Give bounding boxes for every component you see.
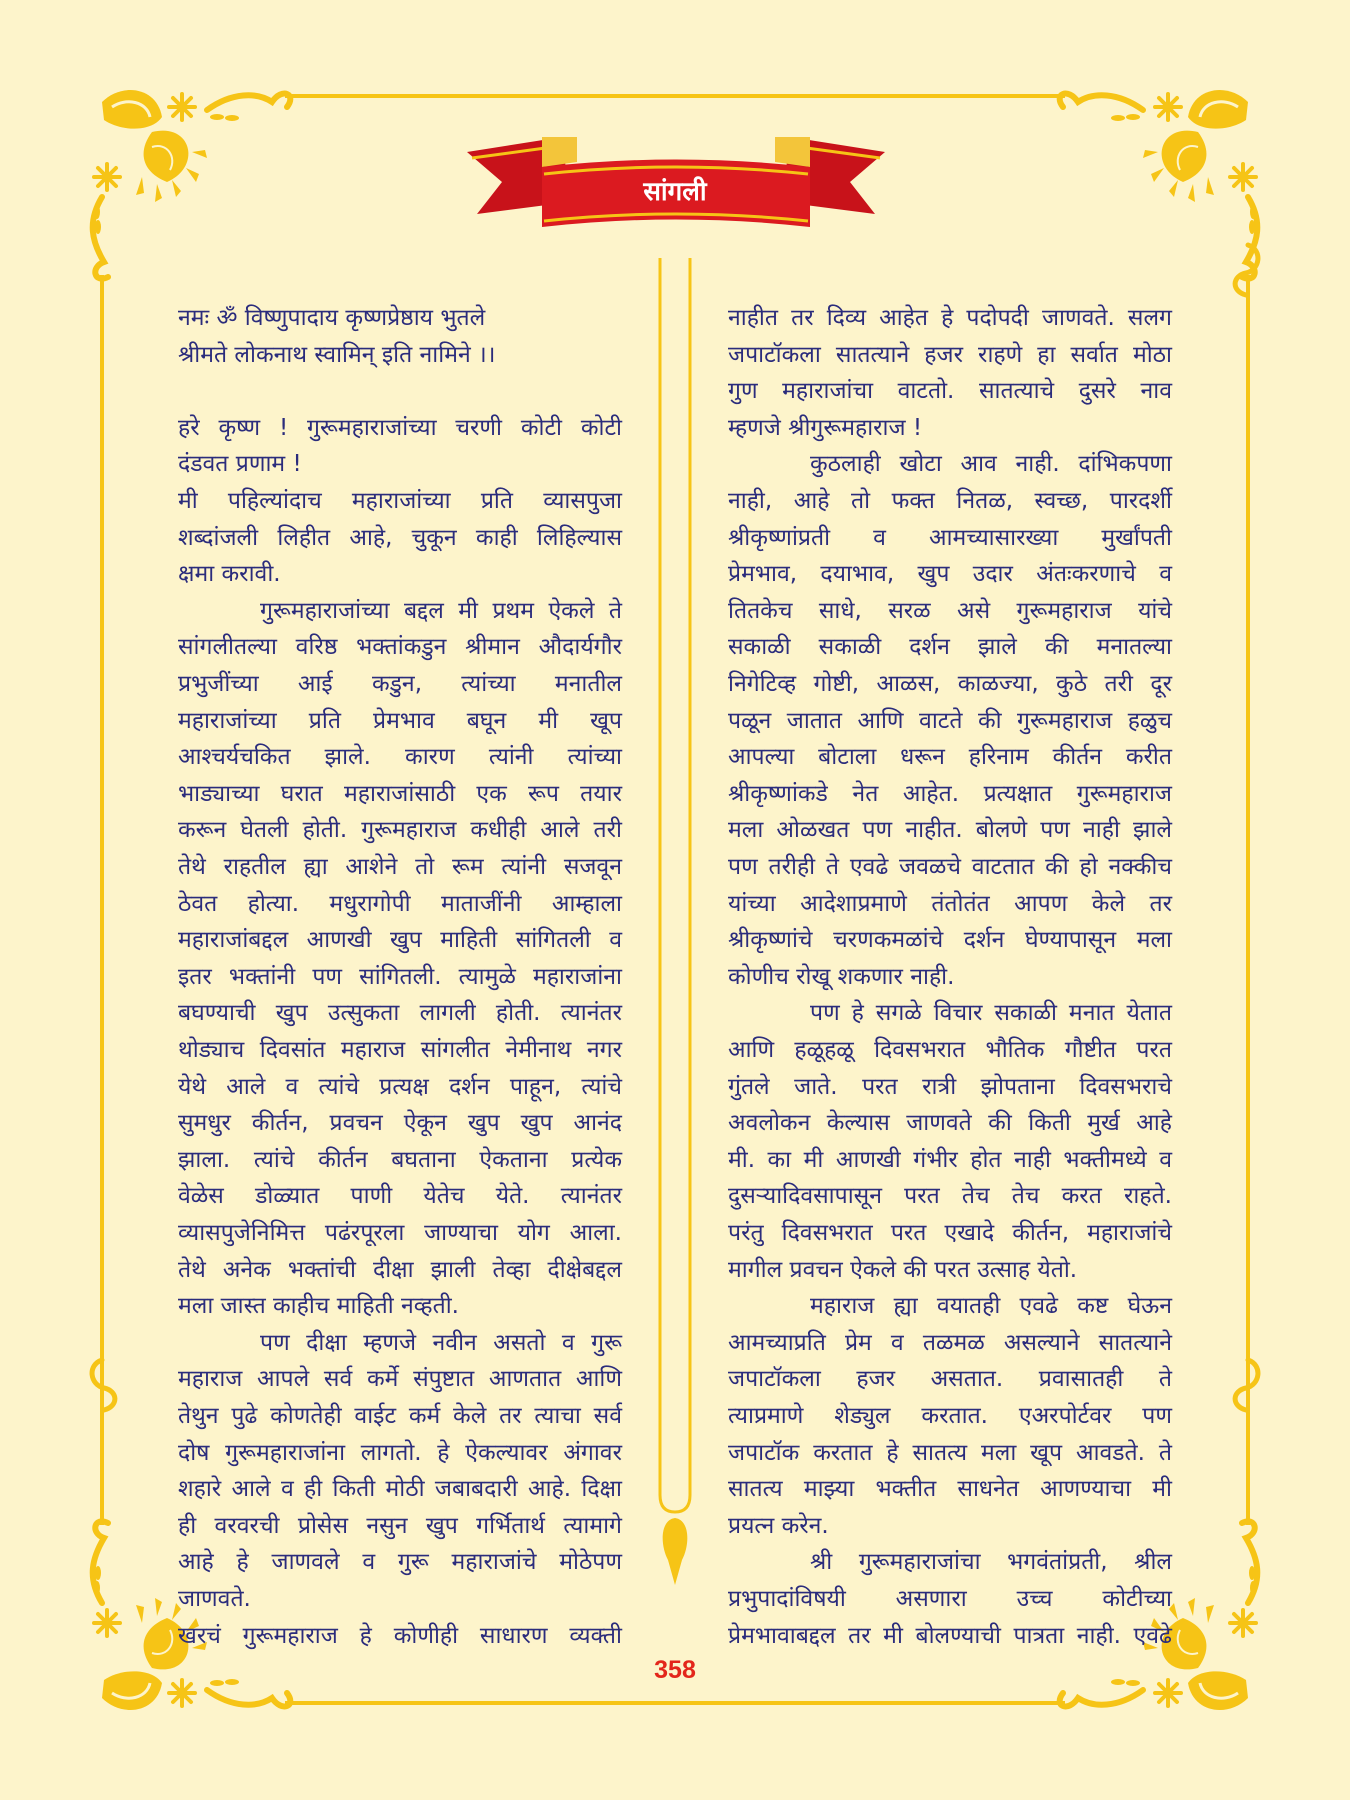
text-line: आपल्या बोटाला धरून हरिनाम कीर्तन करीत [728, 744, 1172, 771]
text-line: येथे आले व त्यांचे प्रत्यक्ष दर्शन पाहून, त्यांचे [178, 1073, 622, 1100]
text-line: श्रीकृष्णांकडे नेत आहेत. प्रत्यक्षात गुरूमहाराज [728, 780, 1172, 807]
text-line: त्याप्रमाणे शेड्युल करतात. एअरपोर्टवर पण [728, 1403, 1172, 1429]
text-line: आमच्याप्रति प्रेम व तळमळ असल्याने सातत्याने [728, 1329, 1172, 1356]
text-line: श्रीमते लोकनाथ स्वामिन् इति नामिने ।। [178, 341, 496, 368]
text-line: मला जास्त काहीच माहिती नव्हती. [178, 1293, 459, 1320]
text-line: कोणीच रोखू शकणार नाही. [728, 963, 955, 990]
text-line: भाड्याच्या घरात महाराजांसाठी एक रूप तयार [178, 780, 622, 807]
text-line: खरचं गुरूमहाराज हे कोणीही साधारण व्यक्ती [178, 1622, 622, 1649]
text-line: जपाटॉक करतात हे सातत्य मला खूप आवडते. ते [728, 1439, 1172, 1466]
text-line: पण तरीही ते एवढे जवळचे वाटतात की हो नक्कीच [728, 854, 1172, 880]
text-line: हरे कृष्ण ! गुरूमहाराजांच्या चरणी कोटी कोटी [178, 414, 622, 441]
text-line: श्री गुरूमहाराजांचा भगवंतांप्रती, श्रील [810, 1549, 1172, 1576]
divider-drop-ornament [663, 1518, 688, 1585]
text-line: बघण्याची खुप उत्सुकता लागली होती. त्यानंतर [178, 1000, 622, 1027]
text-line: सातत्य माझ्या भक्तीत साधनेत आणण्याचा मी [728, 1476, 1172, 1503]
text-line: शब्दांजली लिहीत आहे, चुकून काही लिहिल्यास [178, 524, 622, 551]
text-line: गुरूमहाराजांच्या बद्दल मी प्रथम ऐकले ते [260, 597, 622, 624]
text-line: सांगलीतल्या वरिष्ठ भक्तांकडुन श्रीमान औदार्यगौर [178, 634, 622, 661]
banner-title: सांगली [643, 177, 707, 207]
text-line: निगेटिव्ह गोष्टी, आळस, काळज्या, कुठे तरी दूर [728, 671, 1172, 697]
text-line: प्रभुपादांविषयी असणारा उच्च कोटीच्या [728, 1586, 1172, 1612]
text-line: थोड्याच दिवसांत महाराज सांगलीत नेमीनाथ नगर [178, 1037, 622, 1063]
text-line: पण दीक्षा म्हणजे नवीन असतो व गुरू [260, 1329, 622, 1356]
text-line: म्हणजे श्रीगुरूमहाराज ! [728, 414, 923, 441]
text-line: आश्चर्यचकित झाले. कारण त्यांनी त्यांच्या [178, 744, 622, 771]
text-line: तेथे राहतील ह्या आशेने तो रूम त्यांनी सजवून [178, 854, 622, 880]
text-line: जपाटॉकला हजर असतात. प्रवासातही ते [728, 1366, 1172, 1393]
text-line: जाणवते. [178, 1586, 251, 1612]
text-line: तितकेच साधे, सरळ असे गुरूमहाराज यांचे [728, 597, 1172, 624]
text-line: तेथुन पुढे कोणतेही वाईट कर्म केले तर त्याचा सर्व [178, 1403, 622, 1429]
text-line: सकाळी सकाळी दर्शन झाले की मनातल्या [728, 634, 1172, 661]
text-line: करून घेतली होती. गुरूमहाराज कधीही आले तरी [178, 817, 622, 844]
text-line: क्षमा करावी. [178, 561, 281, 588]
text-line: नाही, आहे तो फक्त नितळ, स्वच्छ, पारदर्शी [728, 488, 1172, 514]
text-line [178, 373, 622, 409]
text-line: दोष गुरूमहाराजांना लागतो. हे ऐकल्यावर अंगावर [178, 1439, 622, 1466]
text-line: पण हे सगळे विचार सकाळी मनात येतात [810, 1000, 1172, 1027]
text-line: मी पहिल्यांदाच महाराजांच्या प्रति व्यासपुजा [178, 488, 622, 514]
text-line: कुठलाही खोटा आव नाही. दांभिकपणा [810, 451, 1172, 478]
text-line: आहे हे जाणवले व गुरू महाराजांचे मोठेपण [178, 1549, 622, 1576]
text-line: मी. का मी आणखी गंभीर होत नाही भक्तीमध्ये व [728, 1146, 1172, 1173]
text-line: यांच्या आदेशाप्रमाणे तंतोतंत आपण केले तर [728, 890, 1172, 917]
text-line: सुमधुर कीर्तन, प्रवचन ऐकून खुप खुप आनंद [178, 1110, 622, 1137]
text-line: श्रीकृष्णांप्रती व आमच्यासारख्या मुर्खांपती [728, 524, 1172, 551]
text-line: ठेवत होत्या. मधुरागोपी माताजींनी आम्हाला [178, 890, 622, 917]
text-line: प्रभुजींच्या आई कडुन, त्यांच्या मनातील [178, 671, 622, 697]
text-line: महाराज आपले सर्व कर्मे संपुष्टात आणतात आणि [178, 1366, 622, 1393]
text-line: प्रेमभावाबद्दल तर मी बोलण्याची पात्रता नाही. एवढे [728, 1622, 1172, 1649]
text-line: व्यासपुजेनिमित्त पढंरपूरला जाण्याचा योग आला. [178, 1220, 622, 1246]
text-line: गुण महाराजांचा वाटतो. सातत्याचे दुसरे नाव [728, 378, 1172, 405]
text-line: महाराज ह्या वयातही एवढे कष्ट घेऊन [810, 1293, 1172, 1320]
text-line: अवलोकन केल्यास जाणवते की किती मुर्ख आहे [728, 1110, 1172, 1137]
text-line: मागील प्रवचन ऐकले की परत उत्साह येतो. [728, 1256, 1078, 1283]
text-line: मला ओळखत पण नाहीत. बोलणे पण नाही झाले [728, 817, 1172, 844]
text-line: ही वरवरची प्रोसेस नसुन खुप गर्भितार्थ त्यामागे [178, 1512, 622, 1539]
text-line: श्रीकृष्णांचे चरणकमळांचे दर्शन घेण्यापासून मला [728, 927, 1172, 954]
text-line: नाहीत तर दिव्य आहेत हे पदोपदी जाणवते. सलग [728, 305, 1172, 331]
text-line: प्रेमभाव, दयाभाव, खुप उदार अंतःकरणाचे व [728, 561, 1172, 588]
text-line: गुंतले जाते. परत रात्री झोपताना दिवसभराचे [728, 1073, 1172, 1100]
text-line: झाला. त्यांचे कीर्तन बघताना ऐकताना प्रत्येक [178, 1146, 622, 1173]
text-line: महाराजांच्या प्रति प्रेमभाव बघून मी खूप [178, 707, 622, 734]
text-line: दुसऱ्यादिवसापासून परत तेच तेच करत राहते. [728, 1183, 1172, 1210]
text-line: आणि हळूहळू दिवसभरात भौतिक गौष्टीत परत [728, 1037, 1172, 1063]
text-line: जपाटॉकला सातत्याने हजर राहणे हा सर्वात मोठा [728, 341, 1172, 368]
text-line: प्रयत्न करेन. [728, 1512, 829, 1539]
text-line: दंडवत प्रणाम ! [178, 451, 302, 478]
text-line: इतर भक्तांनी पण सांगितली. त्यामुळे महाराजांना [178, 963, 622, 990]
text-line: परंतु दिवसभरात परत एखादे कीर्तन, महाराजांचे [728, 1220, 1172, 1246]
text-line: पळून जातात आणि वाटते की गुरूमहाराज हळुच [728, 707, 1172, 734]
column-divider [660, 258, 690, 1512]
text-line: महाराजांबद्दल आणखी खुप माहिती सांगितली व [178, 927, 622, 954]
page-number: 358 [654, 1656, 696, 1684]
text-line: वेळेस डोळ्यात पाणी येतेच येते. त्यानंतर [178, 1183, 622, 1210]
text-line: नमः ॐ विष्णुपादाय कृष्णप्रेष्ठाय भुतले [178, 305, 486, 331]
text-line: शहारे आले व ही किती मोठी जबाबदारी आहे. दिक्षा [178, 1476, 622, 1503]
text-line: तेथे अनेक भक्तांची दीक्षा झाली तेव्हा दीक्षेबद्दल [178, 1256, 622, 1283]
